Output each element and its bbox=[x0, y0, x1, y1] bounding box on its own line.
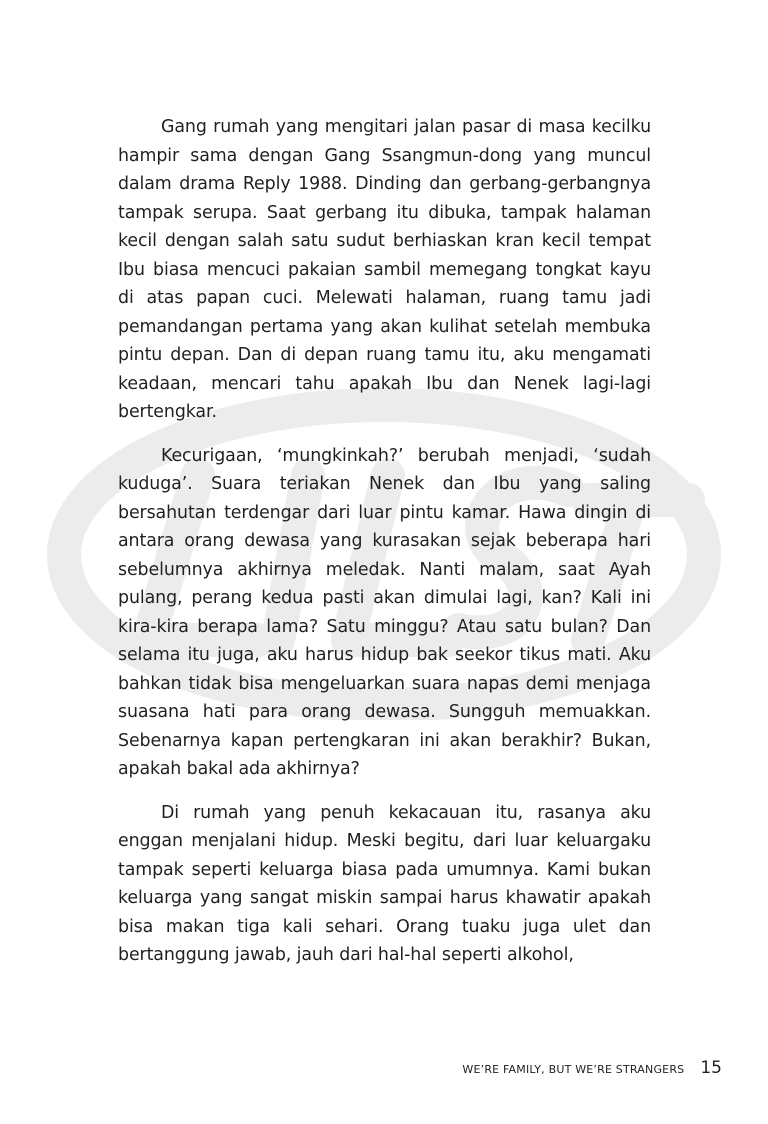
paragraph: Gang rumah yang mengitari jalan pasar di masa kecilku hampir sama dengan Gang Ssangmun-dong yang muncul dalam drama Reply 1988. Dinding dan gerbang-gerbangnya tampak serupa. Saat gerbang itu dibuka, tampak halaman kecil dengan salah satu sudut berhiaskan kran kecil tempat Ibu biasa mencuci pakaian sambil memegang tongkat kayu di atas papan cuci. Melewati halaman, ruang tamu jadi pemandangan pertama yang akan kulihat setelah membuka pintu depan. Dan di depan ruang tamu itu, aku mengamati keadaan, mencari tahu apakah Ibu dan Nenek lagi-lagi bertengkar. bbox=[118, 117, 651, 422]
page-number: 15 bbox=[700, 1058, 722, 1078]
paragraph: Di rumah yang penuh kekacauan itu, rasanya aku enggan menjalani hidup. Meski begitu, dari luar keluargaku tampak seperti keluarga biasa pada umumnya. Kami bukan keluarga yang sangat miskin sampai harus khawatir apakah bisa makan tiga kali sehari. Orang tuaku juga ulet dan bertanggung jawab, jauh dari hal-hal seperti alkohol, bbox=[118, 802, 651, 965]
running-head: WE’RE FAMILY, BUT WE’RE STRANGERS bbox=[462, 1063, 685, 1076]
body-text bbox=[118, 113, 651, 985]
page-footer bbox=[462, 1058, 722, 1078]
paragraph: Kecurigaan, ‘mungkinkah?’ berubah menjadi, ‘sudah kuduga’. Suara teriakan Nenek dan Ibu yang saling bersahutan terdengar dari luar pintu kamar. Hawa dingin di antara orang dewasa yang kurasakan sejak beberapa hari sebelumnya akhirnya meledak. Nanti malam, saat Ayah pulang, perang kedua pasti akan dimulai lagi, kan? Kali ini kira-kira berapa lama? Satu minggu? Atau satu bulan? Dan selama itu juga, aku harus hidup bak seekor tikus mati. Aku bahkan tidak bisa mengeluarkan suara napas demi menjaga suasana hati para orang dewasa. Sungguh memuakkan. Sebenarnya kapan pertengkaran ini akan berakhir? Bukan, apakah bakal ada akhirnya? bbox=[118, 445, 651, 779]
